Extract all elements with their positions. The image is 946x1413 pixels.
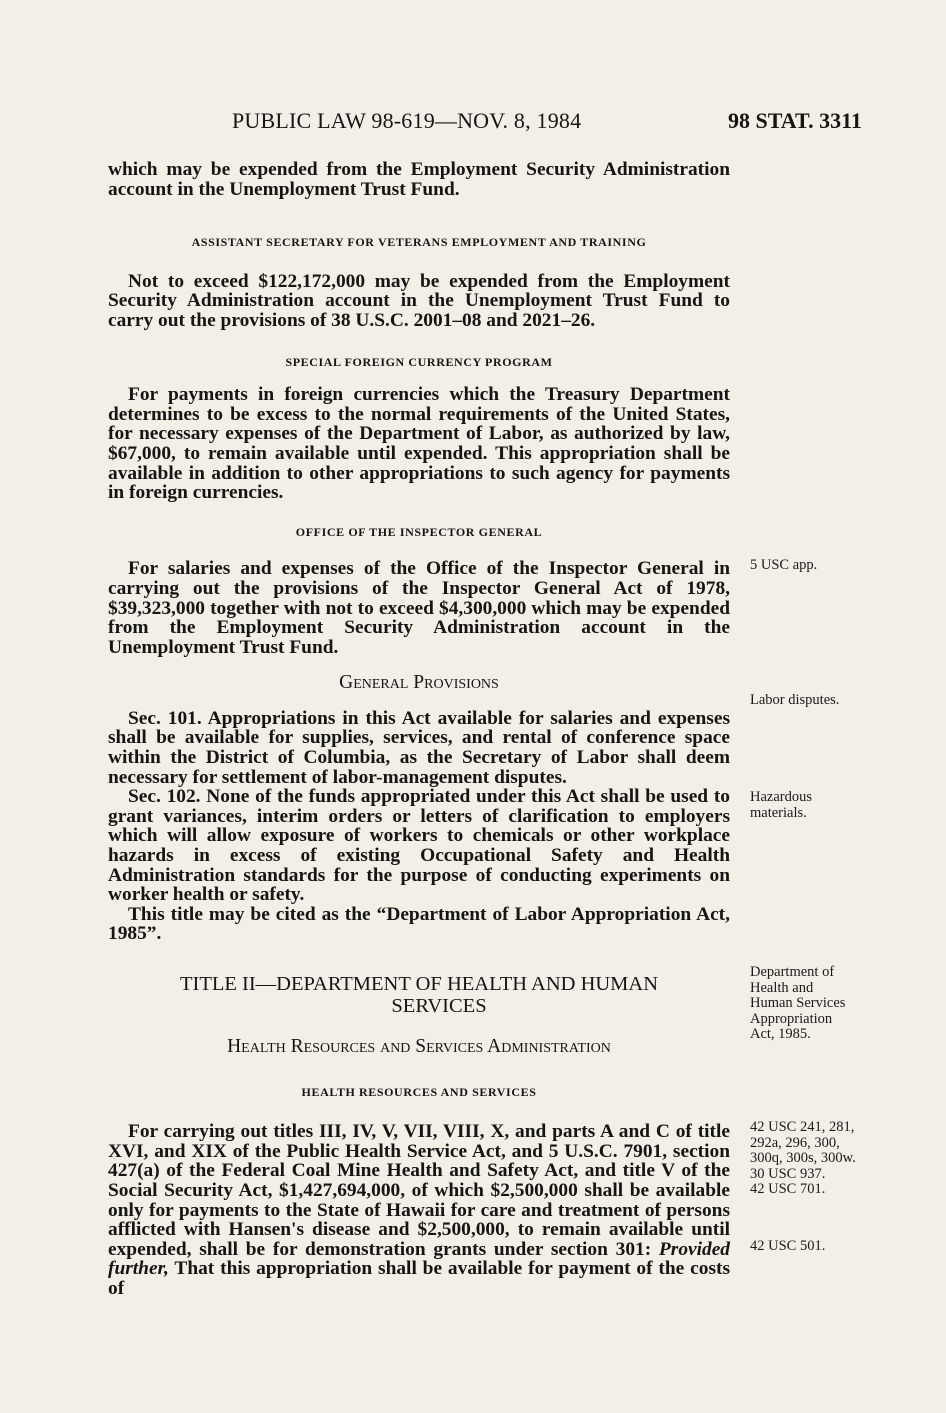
- proviso-italic: Provided further,: [108, 1238, 730, 1280]
- section-101: Sec. 101. Appropriations in this Act available for salaries and expenses shall be available for supplies, services, and rental of conference space within the District of Columbia, as the Secretary of Labor shall deem necessary for settlement of labor-management disputes.: [108, 707, 730, 788]
- heading-general-provisions: General Provisions: [339, 672, 499, 694]
- margin-note-labor-disputes: Labor disputes.: [750, 692, 840, 708]
- heading-special-foreign-currency: SPECIAL FOREIGN CURRENCY PROGRAM: [285, 354, 553, 369]
- paragraph-health-resources-end: That this appropriation shall be available for payment of the costs of: [108, 1258, 730, 1299]
- margin-note-5-usc-app: 5 USC app.: [750, 557, 818, 573]
- paragraph-health-resources-main: For carrying out titles III, IV, V, VII, VIII, X, and parts A and C of title XVI, and XIX of the Public Health Service Act, and 5 U.S.C. 7901, section 427(a) of the Federal Coal Mine Health and Safety Act, and title V of the Social Security Act, $1,427,694,000, of which $2,500,000 shall be available only for payments to the State of Hawaii for care and treatment of persons afflicted with Hansen's disease and $2,500,000, to remain available until expended, shall be for demonstration grants under section 301:: [108, 1121, 730, 1260]
- page-header-title: PUBLIC LAW 98-619—NOV. 8, 1984: [232, 108, 582, 133]
- paragraph-veterans-employment: Not to exceed $122,172,000 may be expended from the Employment Security Administration account in the Unemployment Trust Fund to carry out the provisions of 38 U.S.C. 2001–08 and 2021–26.: [108, 270, 730, 331]
- heading-inspector-general: OFFICE OF THE INSPECTOR GENERAL: [295, 524, 543, 539]
- margin-note-42-usc-citations: 42 USC 241, 281, 292a, 296, 300, 300q, 300s, 300w. 30 USC 937. 42 USC 701.: [750, 1119, 856, 1197]
- title-ii-heading-line2: SERVICES: [391, 995, 487, 1017]
- heading-assistant-secretary: ASSISTANT SECRETARY FOR VETERANS EMPLOYMENT AND TRAINING: [191, 235, 647, 250]
- body-text: [108, 160, 730, 1299]
- margin-note-42-usc-501: 42 USC 501.: [750, 1238, 826, 1254]
- margin-note-hhs-appropriation-act: Department of Health and Human Services Appropriation Act, 1985.: [750, 964, 846, 1042]
- title-ii-heading: [108, 973, 730, 1017]
- paragraph-health-resources: [108, 1122, 730, 1298]
- title-ii-heading-line1: TITLE II—DEPARTMENT OF HEALTH AND HUMAN: [179, 973, 659, 995]
- paragraph-inspector-general: For salaries and expenses of the Office of the Inspector General in carrying out the provisions of the Inspector General Act of 1978, $39,323,000 together with not to exceed $4,300,000 which may be expended from the Employment Security Administration account in the Unemployment Trust Fund.: [108, 558, 730, 658]
- paragraph-foreign-currency: For payments in foreign currencies which the Treasury Department determines to be excess to the normal requirements of the United States, for necessary expenses of the Department of Labor, as authorized by law, $67,000, to remain available until expended. This appropriation shall be available in addition to other appropriations to such agency for payments in foreign currencies.: [108, 384, 730, 504]
- continuation-paragraph: which may be expended from the Employment Security Administration account in the Unemployment Trust Fund.: [108, 159, 730, 200]
- margin-note-hazardous-materials: Hazardous materials.: [750, 789, 813, 821]
- section-102: Sec. 102. None of the funds appropriated under this Act shall be used to grant variances, interim orders or letters of clarification to employers which will allow exposure of workers to chemicals or other workplace hazards in excess of existing Occupational Safety and Health Administration standards for the purpose of conducting experiments on worker health or safety.: [108, 786, 730, 906]
- heading-hrsa: Health Resources and Services Administration: [227, 1036, 611, 1057]
- heading-health-resources-services: HEALTH RESOURCES AND SERVICES: [301, 1084, 537, 1099]
- short-title-paragraph: This title may be cited as the “Department of Labor Appropriation Act, 1985”.: [108, 903, 730, 945]
- page-header-stat-number: 98 STAT. 3311: [728, 108, 862, 133]
